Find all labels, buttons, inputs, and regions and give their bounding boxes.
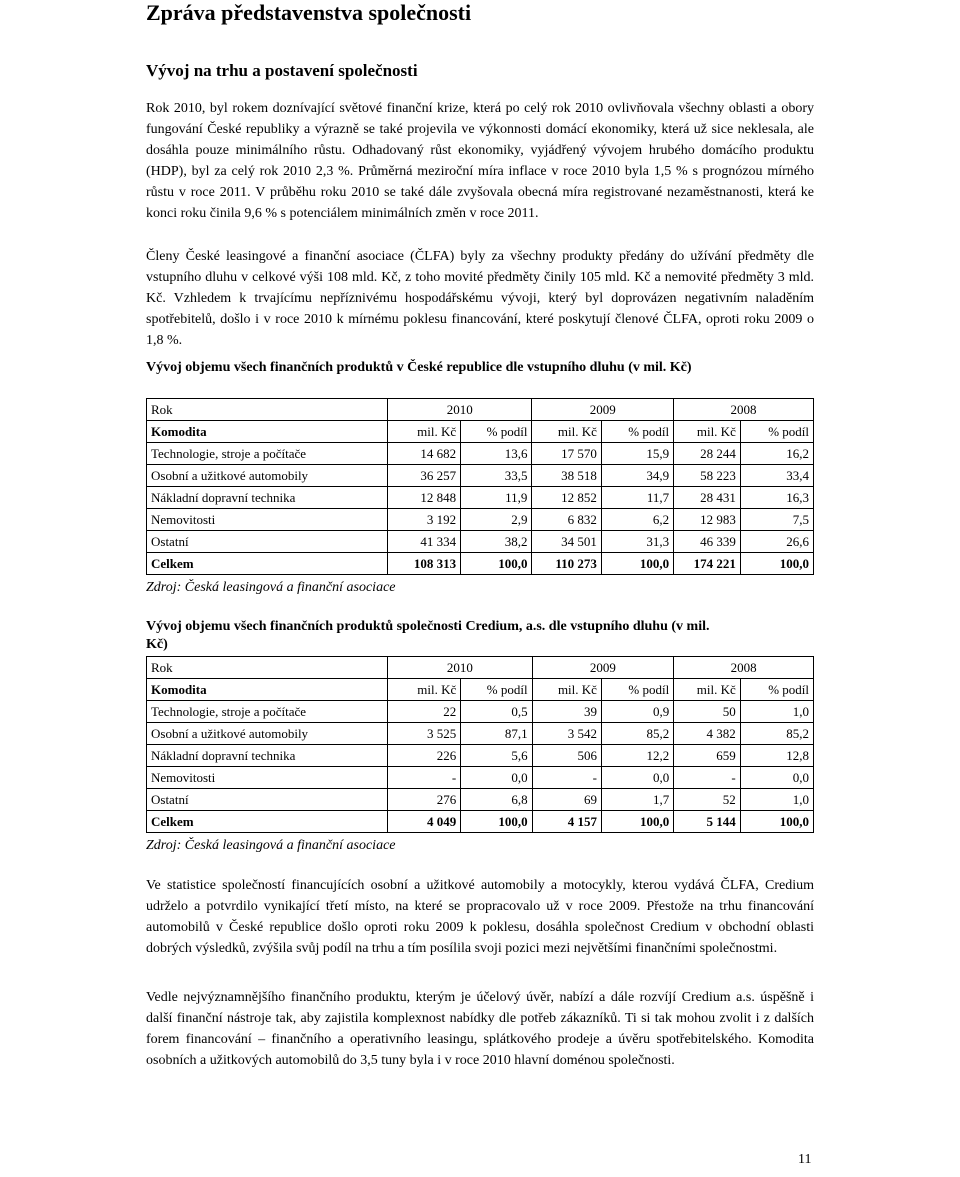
- cell: -: [388, 767, 461, 789]
- cell: 6 832: [532, 509, 601, 531]
- table-row: [147, 465, 814, 487]
- total-cell: 100,0: [461, 553, 532, 575]
- cell: 11,7: [601, 487, 673, 509]
- table-row: [147, 723, 814, 745]
- unit-header: mil. Kč: [388, 679, 461, 701]
- total-cell: 110 273: [532, 553, 601, 575]
- cell: 16,2: [740, 443, 813, 465]
- cell: 31,3: [601, 531, 673, 553]
- row-label: Technologie, stroje a počítače: [147, 443, 388, 465]
- table-market-volume: [146, 398, 814, 575]
- cell: 6,2: [601, 509, 673, 531]
- cell: 85,2: [601, 723, 673, 745]
- commodity-label: Komodita: [147, 679, 388, 701]
- total-cell: 5 144: [674, 811, 741, 833]
- row-label: Osobní a užitkové automobily: [147, 465, 388, 487]
- row-label: Nemovitosti: [147, 509, 388, 531]
- cell: 3 525: [388, 723, 461, 745]
- cell: 1,0: [740, 701, 813, 723]
- cell: 58 223: [674, 465, 741, 487]
- cell: 0,0: [461, 767, 532, 789]
- row-label: Technologie, stroje a počítače: [147, 701, 388, 723]
- cell: 39: [532, 701, 601, 723]
- cell: 6,8: [461, 789, 532, 811]
- cell: 69: [532, 789, 601, 811]
- table-credium-volume: [146, 656, 814, 833]
- cell: 7,5: [740, 509, 813, 531]
- cell: 46 339: [674, 531, 741, 553]
- table-year-row: [147, 657, 814, 679]
- table-row: [147, 789, 814, 811]
- cell: 33,4: [740, 465, 813, 487]
- cell: 38,2: [461, 531, 532, 553]
- cell: 0,0: [601, 767, 673, 789]
- cell: 52: [674, 789, 741, 811]
- cell: 38 518: [532, 465, 601, 487]
- table-row: [147, 443, 814, 465]
- cell: 659: [674, 745, 741, 767]
- unit-header: % podíl: [740, 679, 813, 701]
- row-label: Nemovitosti: [147, 767, 388, 789]
- cell: 87,1: [461, 723, 532, 745]
- cell: 13,6: [461, 443, 532, 465]
- cell: 4 382: [674, 723, 741, 745]
- cell: 0,9: [601, 701, 673, 723]
- total-cell: 4 049: [388, 811, 461, 833]
- year-label: Rok: [147, 657, 388, 679]
- table-source: Zdroj: Česká leasingová a finanční asociace: [146, 838, 396, 853]
- cell: 33,5: [461, 465, 532, 487]
- unit-header: % podíl: [461, 679, 532, 701]
- table-row: [147, 767, 814, 789]
- cell: 0,0: [740, 767, 813, 789]
- unit-header: % podíl: [601, 421, 673, 443]
- table-row: [147, 487, 814, 509]
- unit-header: % podíl: [461, 421, 532, 443]
- total-cell: 100,0: [461, 811, 532, 833]
- year-header: 2009: [532, 657, 674, 679]
- unit-header: mil. Kč: [387, 421, 460, 443]
- table-total-row: [147, 811, 814, 833]
- row-label: Nákladní dopravní technika: [147, 745, 388, 767]
- year-header: 2008: [674, 657, 814, 679]
- total-label: Celkem: [147, 811, 388, 833]
- cell: 3 192: [387, 509, 460, 531]
- cell: 1,7: [601, 789, 673, 811]
- row-label: Nákladní dopravní technika: [147, 487, 388, 509]
- total-cell: 4 157: [532, 811, 601, 833]
- unit-header: mil. Kč: [532, 421, 601, 443]
- cell: 12,8: [740, 745, 813, 767]
- section-heading: Vývoj na trhu a postavení společnosti: [146, 61, 418, 80]
- cell: 85,2: [740, 723, 813, 745]
- row-label: Ostatní: [147, 789, 388, 811]
- year-header: 2008: [674, 399, 814, 421]
- unit-header: mil. Kč: [532, 679, 601, 701]
- table-caption-market: Vývoj objemu všech finančních produktů v České republice dle vstupního dluhu (v mil. Kč): [146, 360, 692, 375]
- cell: 2,9: [461, 509, 532, 531]
- paragraph-clfa: Členy České leasingové a finanční asociace (ČLFA) byly za všechny produkty předány do užívání předměty dle vstupního dluhu v celkové výši 108 mld. Kč, z toho movité předměty činily 105 mld. Kč a nemovité předměty 3 mld. Kč. Vzhledem k trvajícímu nepříznivému hospodářskému vývoji, který byl doprovázen negativním naladěním spotřebitelů, došlo i v roce 2010 k mírnému poklesu financování, které poskytují členové ČLFA, oproti roku 2009 o 1,8 %.: [146, 249, 814, 348]
- total-cell: 100,0: [740, 553, 813, 575]
- paragraph-statistics: Ve statistice společností financujících osobní a užitkové automobily a motocykly, kterou vydává ČLFA, Credium udrželo a potvrdilo vynikající třetí místo, na které se propracovalo už v roce 2009. Přestože na trhu financování automobilů v České republice došlo oproti roku 2009 k poklesu, dosáhla společnost Credium v obchodní oblasti dobrých výsledků, zvýšila svůj podíl na trhu a tím posílila svoji pozici mezi největšími finančními společnostmi.: [146, 878, 814, 956]
- total-cell: 100,0: [601, 553, 673, 575]
- year-header: 2010: [388, 657, 532, 679]
- row-label: Osobní a užitkové automobily: [147, 723, 388, 745]
- cell: 12 852: [532, 487, 601, 509]
- cell: 3 542: [532, 723, 601, 745]
- total-cell: 100,0: [740, 811, 813, 833]
- cell: 16,3: [740, 487, 813, 509]
- unit-header: % podíl: [740, 421, 813, 443]
- cell: 34 501: [532, 531, 601, 553]
- table-unit-row: [147, 421, 814, 443]
- unit-header: % podíl: [601, 679, 673, 701]
- cell: 5,6: [461, 745, 532, 767]
- cell: 506: [532, 745, 601, 767]
- total-cell: 174 221: [674, 553, 741, 575]
- cell: 1,0: [740, 789, 813, 811]
- cell: 12 848: [387, 487, 460, 509]
- unit-header: mil. Kč: [674, 421, 741, 443]
- year-label: Rok: [147, 399, 388, 421]
- cell: 14 682: [387, 443, 460, 465]
- cell: 276: [388, 789, 461, 811]
- row-label: Ostatní: [147, 531, 388, 553]
- total-cell: 108 313: [387, 553, 460, 575]
- page-number: 11: [798, 1152, 812, 1167]
- unit-header: mil. Kč: [674, 679, 741, 701]
- paragraph-products: Vedle nejvýznamnějšího finančního produktu, kterým je účelový úvěr, nabízí a dále rozvíjí Credium a.s. úspěšně i další finanční nástroje tak, aby zajistila komplexnost nabídky dle potřeb zákazníků. Ti si tak mohou zvolit i z dalších forem financování – finančního a operativního leasingu, splátkového prodeje a úvěru spotřebitelského. Komodita osobních a užitkových automobilů do 3,5 tuny byla i v roce 2010 hlavní doménou společnosti.: [146, 990, 814, 1068]
- cell: 11,9: [461, 487, 532, 509]
- total-label: Celkem: [147, 553, 388, 575]
- table-row: [147, 745, 814, 767]
- table-row: [147, 509, 814, 531]
- table-row: [147, 701, 814, 723]
- cell: 36 257: [387, 465, 460, 487]
- cell: 17 570: [532, 443, 601, 465]
- cell: 41 334: [387, 531, 460, 553]
- year-header: 2010: [387, 399, 531, 421]
- cell: 34,9: [601, 465, 673, 487]
- cell: 0,5: [461, 701, 532, 723]
- year-header: 2009: [532, 399, 674, 421]
- table-source: Zdroj: Česká leasingová a finanční asociace: [146, 580, 396, 595]
- cell: 50: [674, 701, 741, 723]
- table-unit-row: [147, 679, 814, 701]
- cell: 22: [388, 701, 461, 723]
- cell: -: [674, 767, 741, 789]
- cell: 28 244: [674, 443, 741, 465]
- cell: 26,6: [740, 531, 813, 553]
- commodity-label: Komodita: [147, 421, 388, 443]
- page-title: Zpráva představenstva společnosti: [146, 0, 472, 25]
- table-total-row: [147, 553, 814, 575]
- table-row: [147, 531, 814, 553]
- total-cell: 100,0: [601, 811, 673, 833]
- cell: 12,2: [601, 745, 673, 767]
- table-year-row: [147, 399, 814, 421]
- cell: 226: [388, 745, 461, 767]
- cell: 12 983: [674, 509, 741, 531]
- cell: 15,9: [601, 443, 673, 465]
- table-caption-credium: Vývoj objemu všech finančních produktů společnosti Credium, a.s. dle vstupního dluhu (v mil. Kč): [146, 619, 710, 652]
- paragraph-economy: Rok 2010, byl rokem doznívající světové finanční krize, která po celý rok 2010 ovlivňovala všechny oblasti a obory fungování České republiky a výrazně se také projevila ve výkonnosti domácí ekonomiky, která už sice neklesala, ale dosáhla pouze minimálního růstu. Odhadovaný růst ekonomiky, vyjádřený vývojem hrubého domácího produktu (HDP), byl za celý rok 2010 2,3 %. Průměrná meziroční míra inflace v roce 2010 byla 1,5 % s prognózou mírného růstu v roce 2011. V průběhu roku 2010 se také dále zvyšovala obecná míra registrované nezaměstnanosti, která ke konci roku činila 9,6 % s potenciálem minimálních změn v roce 2011.: [146, 101, 814, 221]
- cell: 28 431: [674, 487, 741, 509]
- cell: -: [532, 767, 601, 789]
